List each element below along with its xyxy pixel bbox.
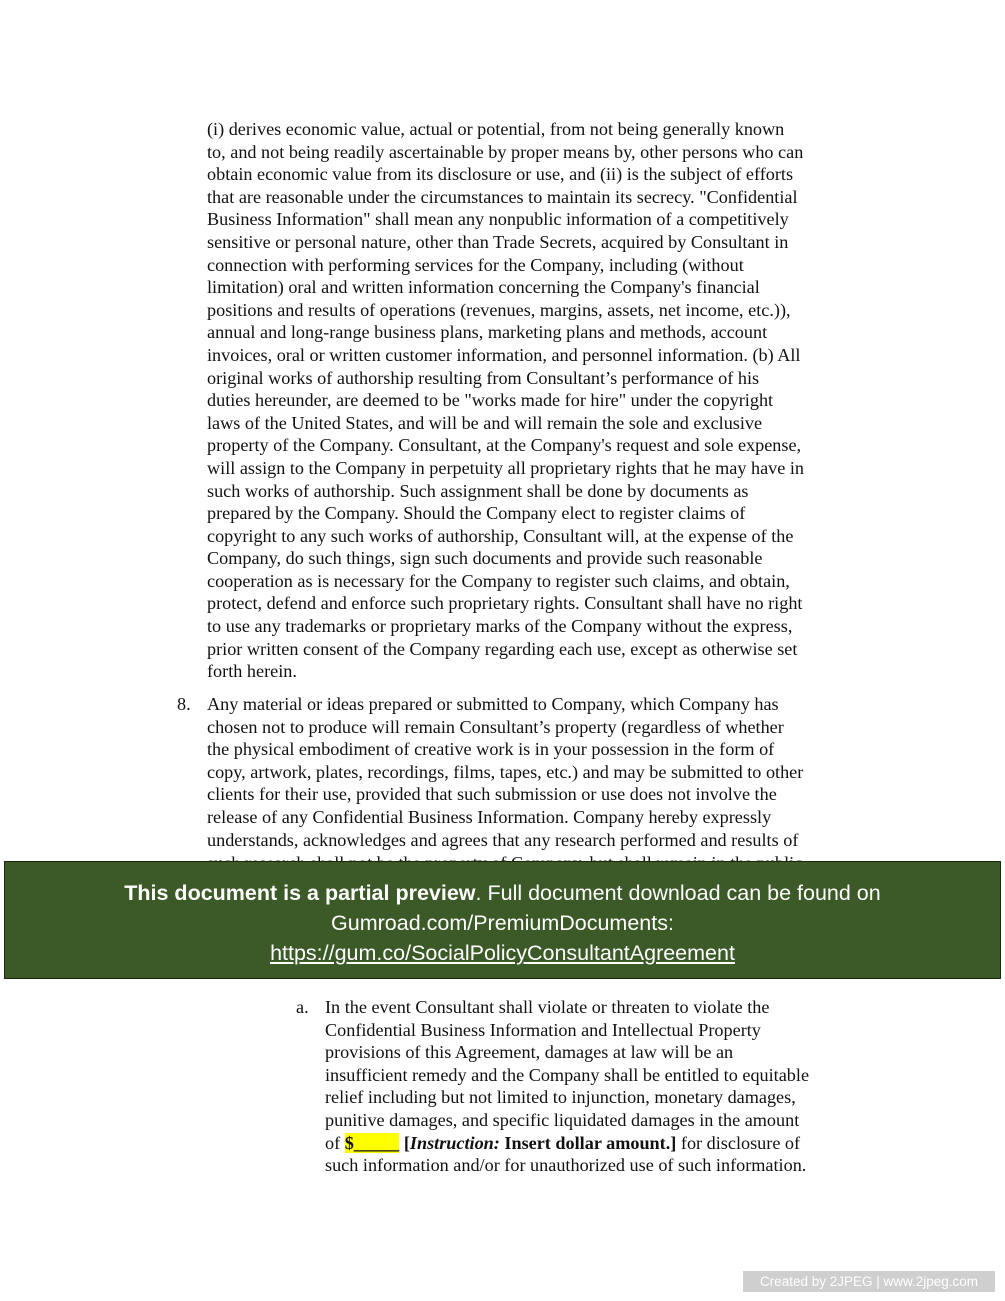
banner-line-1: This document is a partial preview. Full document download can be found on xyxy=(124,881,881,905)
text-line: laws of the United States, and will be and will remain the sole and exclusive xyxy=(207,412,763,433)
list-marker-8: 8. xyxy=(177,694,191,714)
text-line: Any material or ideas prepared or submitted to Company, which Company has xyxy=(207,694,779,714)
amount-line: of $_____ [Instruction: Insert dollar amount.] for disclosure of xyxy=(325,1132,801,1153)
text-line: that are reasonable under the circumstances to maintain its secrecy. "Confidential xyxy=(207,186,798,207)
text-line: forth herein. xyxy=(207,661,297,682)
text-line: obtain economic value from its disclosure or use, and (ii) is the subject of efforts xyxy=(207,164,794,185)
text-line: connection with performing services for the Company, including (without xyxy=(207,254,744,275)
text-line: understands, acknowledges and agrees that any research performed and results of xyxy=(207,829,799,850)
text-line: cooperation as is necessary for the Company to register such claims, and obtain, xyxy=(207,570,790,591)
text-line: original works of authorship resulting from Consultant’s performance of his xyxy=(207,367,760,388)
text-line: invoices, oral or written customer information, and personnel information. (b) All xyxy=(207,344,801,365)
text-line: the physical embodiment of creative work is in your possession in the form of xyxy=(207,739,775,760)
text-line: chosen not to produce will remain Consultant’s property (regardless of whether xyxy=(207,716,784,737)
banner-download-link[interactable]: https://gum.co/SocialPolicyConsultantAgreement xyxy=(270,941,735,965)
text-line: to use any trademarks or proprietary marks of the Company without the express, xyxy=(207,616,793,637)
instruction-label: Instruction: xyxy=(409,1132,500,1153)
confidential-info-paragraph xyxy=(207,118,804,683)
list-item-8 xyxy=(207,693,803,851)
text-line: sensitive or personal nature, other than Trade Secrets, acquired by Consultant in xyxy=(207,231,789,252)
text-line: protect, defend and enforce such proprietary rights. Consultant shall have no right xyxy=(207,593,803,614)
text-line: In the event Consultant shall violate or threaten to violate the xyxy=(325,997,770,1017)
text-line: clients for their use, provided that such submission or use does not involve the xyxy=(207,784,777,805)
text-line: to, and not being readily ascertainable by proper means by, other persons who can xyxy=(207,141,804,162)
text-line: relief including but not limited to injunction, monetary damages, xyxy=(325,1087,796,1108)
text-line: annual and long-range business plans, marketing plans and methods, account xyxy=(207,322,768,343)
sub-list-item-a-last-line: such information and/or for unauthorized use of such information. xyxy=(325,1155,807,1176)
text-line: prepared by the Company. Should the Company elect to register claims of xyxy=(207,503,746,524)
text-line: Business Information" shall mean any nonpublic information of a competitively xyxy=(207,209,789,230)
text-line: insufficient remedy and the Company shall be entitled to equitable xyxy=(325,1064,810,1085)
text-line: (i) derives economic value, actual or potential, from not being generally known xyxy=(207,119,785,139)
banner-bold-text: This document is a partial preview xyxy=(124,881,476,905)
amount-blank[interactable]: $_____ xyxy=(344,1132,400,1153)
text-line: limitation) oral and written information concerning the Company's financial xyxy=(207,277,760,298)
text-line: duties hereunder, are deemed to be "works made for hire" under the copyright xyxy=(207,390,774,411)
text-line: punitive damages, and specific liquidated damages in the amount xyxy=(325,1109,800,1130)
text-line: release of any Confidential Business Information. Company hereby expressly xyxy=(207,806,772,827)
text-line: property of the Company. Consultant, at the Company's request and sole expense, xyxy=(207,435,802,456)
text-line: positions and results of operations (revenues, margins, assets, net income, etc.)), xyxy=(207,299,791,320)
text-line: copy, artwork, plates, recordings, films, tapes, etc.) and may be submitted to other xyxy=(207,761,804,782)
text-line: prior written consent of the Company regarding each use, except as otherwise set xyxy=(207,638,798,659)
text-line: will assign to the Company in perpetuity all proprietary rights that he may have in xyxy=(207,457,805,478)
text-line: Company, do such things, sign such documents and provide such reasonable xyxy=(207,548,763,569)
text-line: Confidential Business Information and Intellectual Property xyxy=(325,1019,761,1040)
instruction-text: Insert dollar amount.] xyxy=(499,1132,677,1153)
text-line: provisions of this Agreement, damages at law will be an xyxy=(325,1042,734,1063)
partial-preview-banner xyxy=(4,861,1001,979)
sub-list-item-a xyxy=(325,996,809,1177)
text-line: such works of authorship. Such assignment shall be done by documents as xyxy=(207,480,749,501)
sub-list-marker-a: a. xyxy=(296,997,309,1017)
text-line: copyright to any such works of authorship, Consultant will, at the expense of the xyxy=(207,525,794,546)
watermark: Created by 2JPEG | www.2jpeg.com xyxy=(743,1271,995,1292)
banner-line-2: Gumroad.com/PremiumDocuments: xyxy=(331,911,674,935)
